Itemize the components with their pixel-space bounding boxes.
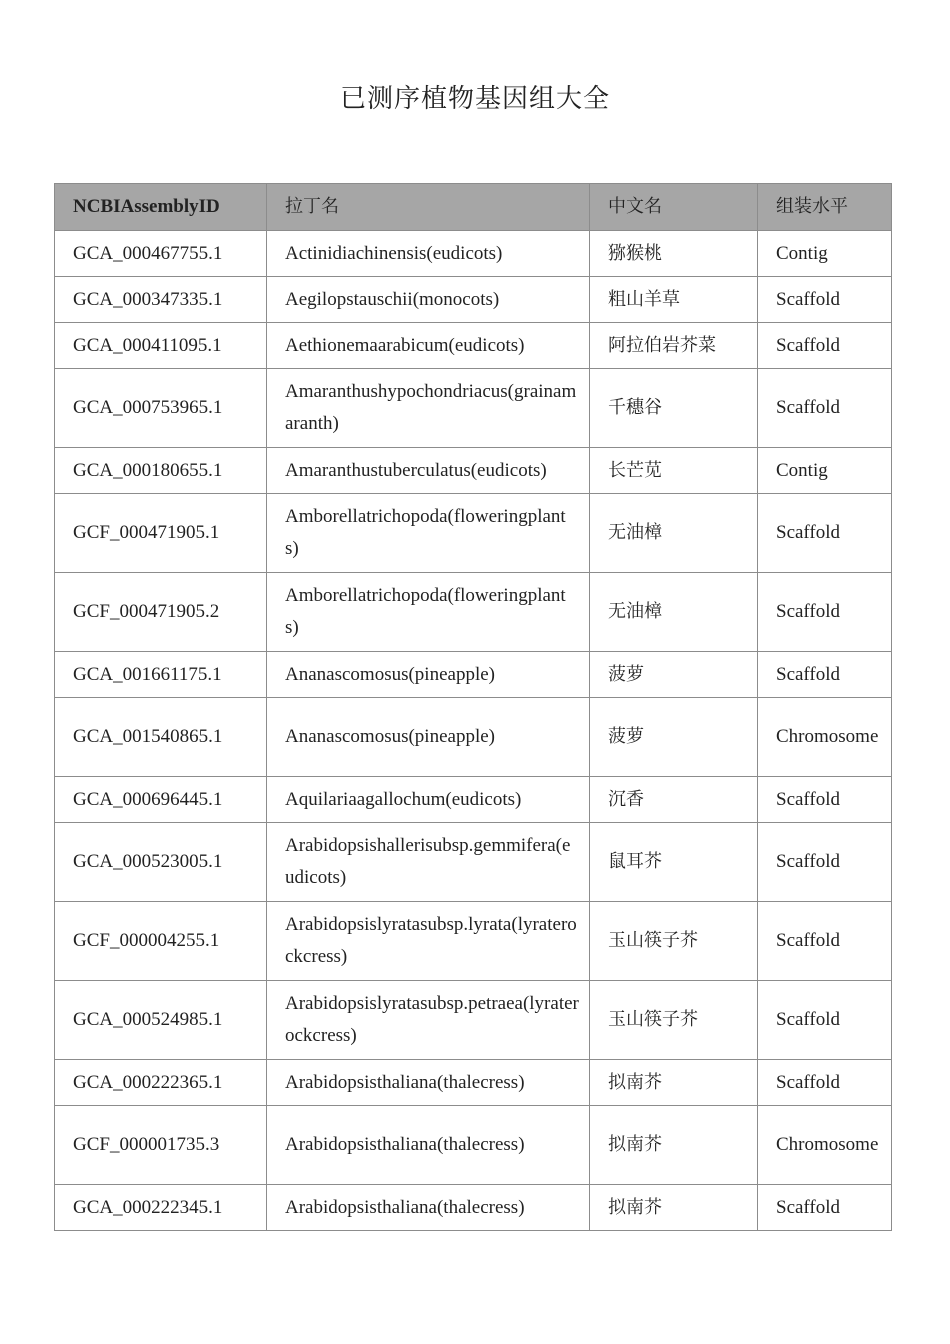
cell-latin-name: Arabidopsislyratasubsp.lyrata(lyraterockcress) (267, 902, 590, 981)
cell-chinese-name: 无油樟 (590, 494, 758, 573)
cell-assembly-id: GCA_000523005.1 (55, 823, 267, 902)
genome-table (54, 183, 892, 1231)
table-row (55, 231, 892, 277)
cell-assembly-level: Contig (758, 231, 892, 277)
cell-assembly-id: GCF_000004255.1 (55, 902, 267, 981)
cell-chinese-name: 猕猴桃 (590, 231, 758, 277)
table-row (55, 494, 892, 573)
cell-assembly-level: Scaffold (758, 369, 892, 448)
cell-assembly-level: Scaffold (758, 494, 892, 573)
cell-latin-name: Arabidopsisthaliana(thalecress) (267, 1185, 590, 1231)
cell-chinese-name: 千穗谷 (590, 369, 758, 448)
cell-assembly-id: GCA_001661175.1 (55, 652, 267, 698)
cell-chinese-name: 无油樟 (590, 573, 758, 652)
cell-latin-name: Arabidopsisthaliana(thalecress) (267, 1060, 590, 1106)
cell-assembly-level: Scaffold (758, 573, 892, 652)
table-row (55, 573, 892, 652)
header-assembly-level: 组装水平 (758, 184, 892, 231)
cell-latin-name: Ananascomosus(pineapple) (267, 652, 590, 698)
cell-assembly-level: Scaffold (758, 1060, 892, 1106)
cell-assembly-id: GCA_000222365.1 (55, 1060, 267, 1106)
cell-latin-name: Amborellatrichopoda(floweringplants) (267, 573, 590, 652)
cell-assembly-level: Scaffold (758, 823, 892, 902)
cell-chinese-name: 鼠耳芥 (590, 823, 758, 902)
table-row (55, 323, 892, 369)
cell-assembly-level: Scaffold (758, 1185, 892, 1231)
table-row (55, 1060, 892, 1106)
cell-assembly-level: Contig (758, 448, 892, 494)
cell-assembly-level: Scaffold (758, 981, 892, 1060)
cell-chinese-name: 玉山筷子芥 (590, 981, 758, 1060)
cell-assembly-level: Scaffold (758, 277, 892, 323)
table-header (55, 184, 892, 231)
cell-chinese-name: 玉山筷子芥 (590, 902, 758, 981)
cell-latin-name: Amaranthustuberculatus(eudicots) (267, 448, 590, 494)
cell-assembly-id: GCA_000347335.1 (55, 277, 267, 323)
header-assembly-id: NCBIAssemblyID (55, 184, 267, 231)
cell-latin-name: Arabidopsislyratasubsp.petraea(lyraterockcress) (267, 981, 590, 1060)
cell-latin-name: Aquilariaagallochum(eudicots) (267, 777, 590, 823)
table-row (55, 448, 892, 494)
cell-assembly-id: GCA_000411095.1 (55, 323, 267, 369)
table-row (55, 777, 892, 823)
cell-chinese-name: 拟南芥 (590, 1106, 758, 1185)
table-row (55, 823, 892, 902)
table-row (55, 277, 892, 323)
cell-assembly-level: Scaffold (758, 902, 892, 981)
header-row (55, 184, 892, 231)
cell-assembly-id: GCF_000471905.2 (55, 573, 267, 652)
cell-assembly-level: Scaffold (758, 323, 892, 369)
cell-chinese-name: 拟南芥 (590, 1185, 758, 1231)
cell-assembly-level: Scaffold (758, 777, 892, 823)
cell-assembly-id: GCA_000696445.1 (55, 777, 267, 823)
document-title: 已测序植物基因组大全 (339, 84, 610, 114)
cell-chinese-name: 长芒苋 (590, 448, 758, 494)
cell-latin-name: Arabidopsishallerisubsp.gemmifera(eudicots) (267, 823, 590, 902)
header-chinese-name: 中文名 (590, 184, 758, 231)
cell-assembly-id: GCA_000222345.1 (55, 1185, 267, 1231)
table-row (55, 1106, 892, 1185)
cell-chinese-name: 菠萝 (590, 652, 758, 698)
cell-assembly-level: Scaffold (758, 652, 892, 698)
table-row (55, 369, 892, 448)
cell-chinese-name: 拟南芥 (590, 1060, 758, 1106)
cell-chinese-name: 菠萝 (590, 698, 758, 777)
cell-latin-name: Arabidopsisthaliana(thalecress) (267, 1106, 590, 1185)
table-row (55, 902, 892, 981)
cell-assembly-id: GCA_000524985.1 (55, 981, 267, 1060)
cell-chinese-name: 粗山羊草 (590, 277, 758, 323)
cell-assembly-id: GCF_000471905.1 (55, 494, 267, 573)
header-latin-name: 拉丁名 (267, 184, 590, 231)
cell-latin-name: Ananascomosus(pineapple) (267, 698, 590, 777)
cell-latin-name: Amborellatrichopoda(floweringplants) (267, 494, 590, 573)
cell-assembly-id: GCA_000180655.1 (55, 448, 267, 494)
table-row (55, 1185, 892, 1231)
cell-assembly-id: GCA_001540865.1 (55, 698, 267, 777)
table-row (55, 698, 892, 777)
cell-latin-name: Aethionemaarabicum(eudicots) (267, 323, 590, 369)
cell-assembly-id: GCA_000753965.1 (55, 369, 267, 448)
cell-latin-name: Amaranthushypochondriacus(grainamaranth) (267, 369, 590, 448)
cell-assembly-id: GCA_000467755.1 (55, 231, 267, 277)
cell-assembly-id: GCF_000001735.3 (55, 1106, 267, 1185)
cell-assembly-level: Chromosome (758, 698, 892, 777)
cell-chinese-name: 沉香 (590, 777, 758, 823)
table-body (55, 231, 892, 1231)
table-row (55, 981, 892, 1060)
cell-latin-name: Aegilopstauschii(monocots) (267, 277, 590, 323)
cell-assembly-level: Chromosome (758, 1106, 892, 1185)
table-row (55, 652, 892, 698)
cell-chinese-name: 阿拉伯岩芥菜 (590, 323, 758, 369)
cell-latin-name: Actinidiachinensis(eudicots) (267, 231, 590, 277)
